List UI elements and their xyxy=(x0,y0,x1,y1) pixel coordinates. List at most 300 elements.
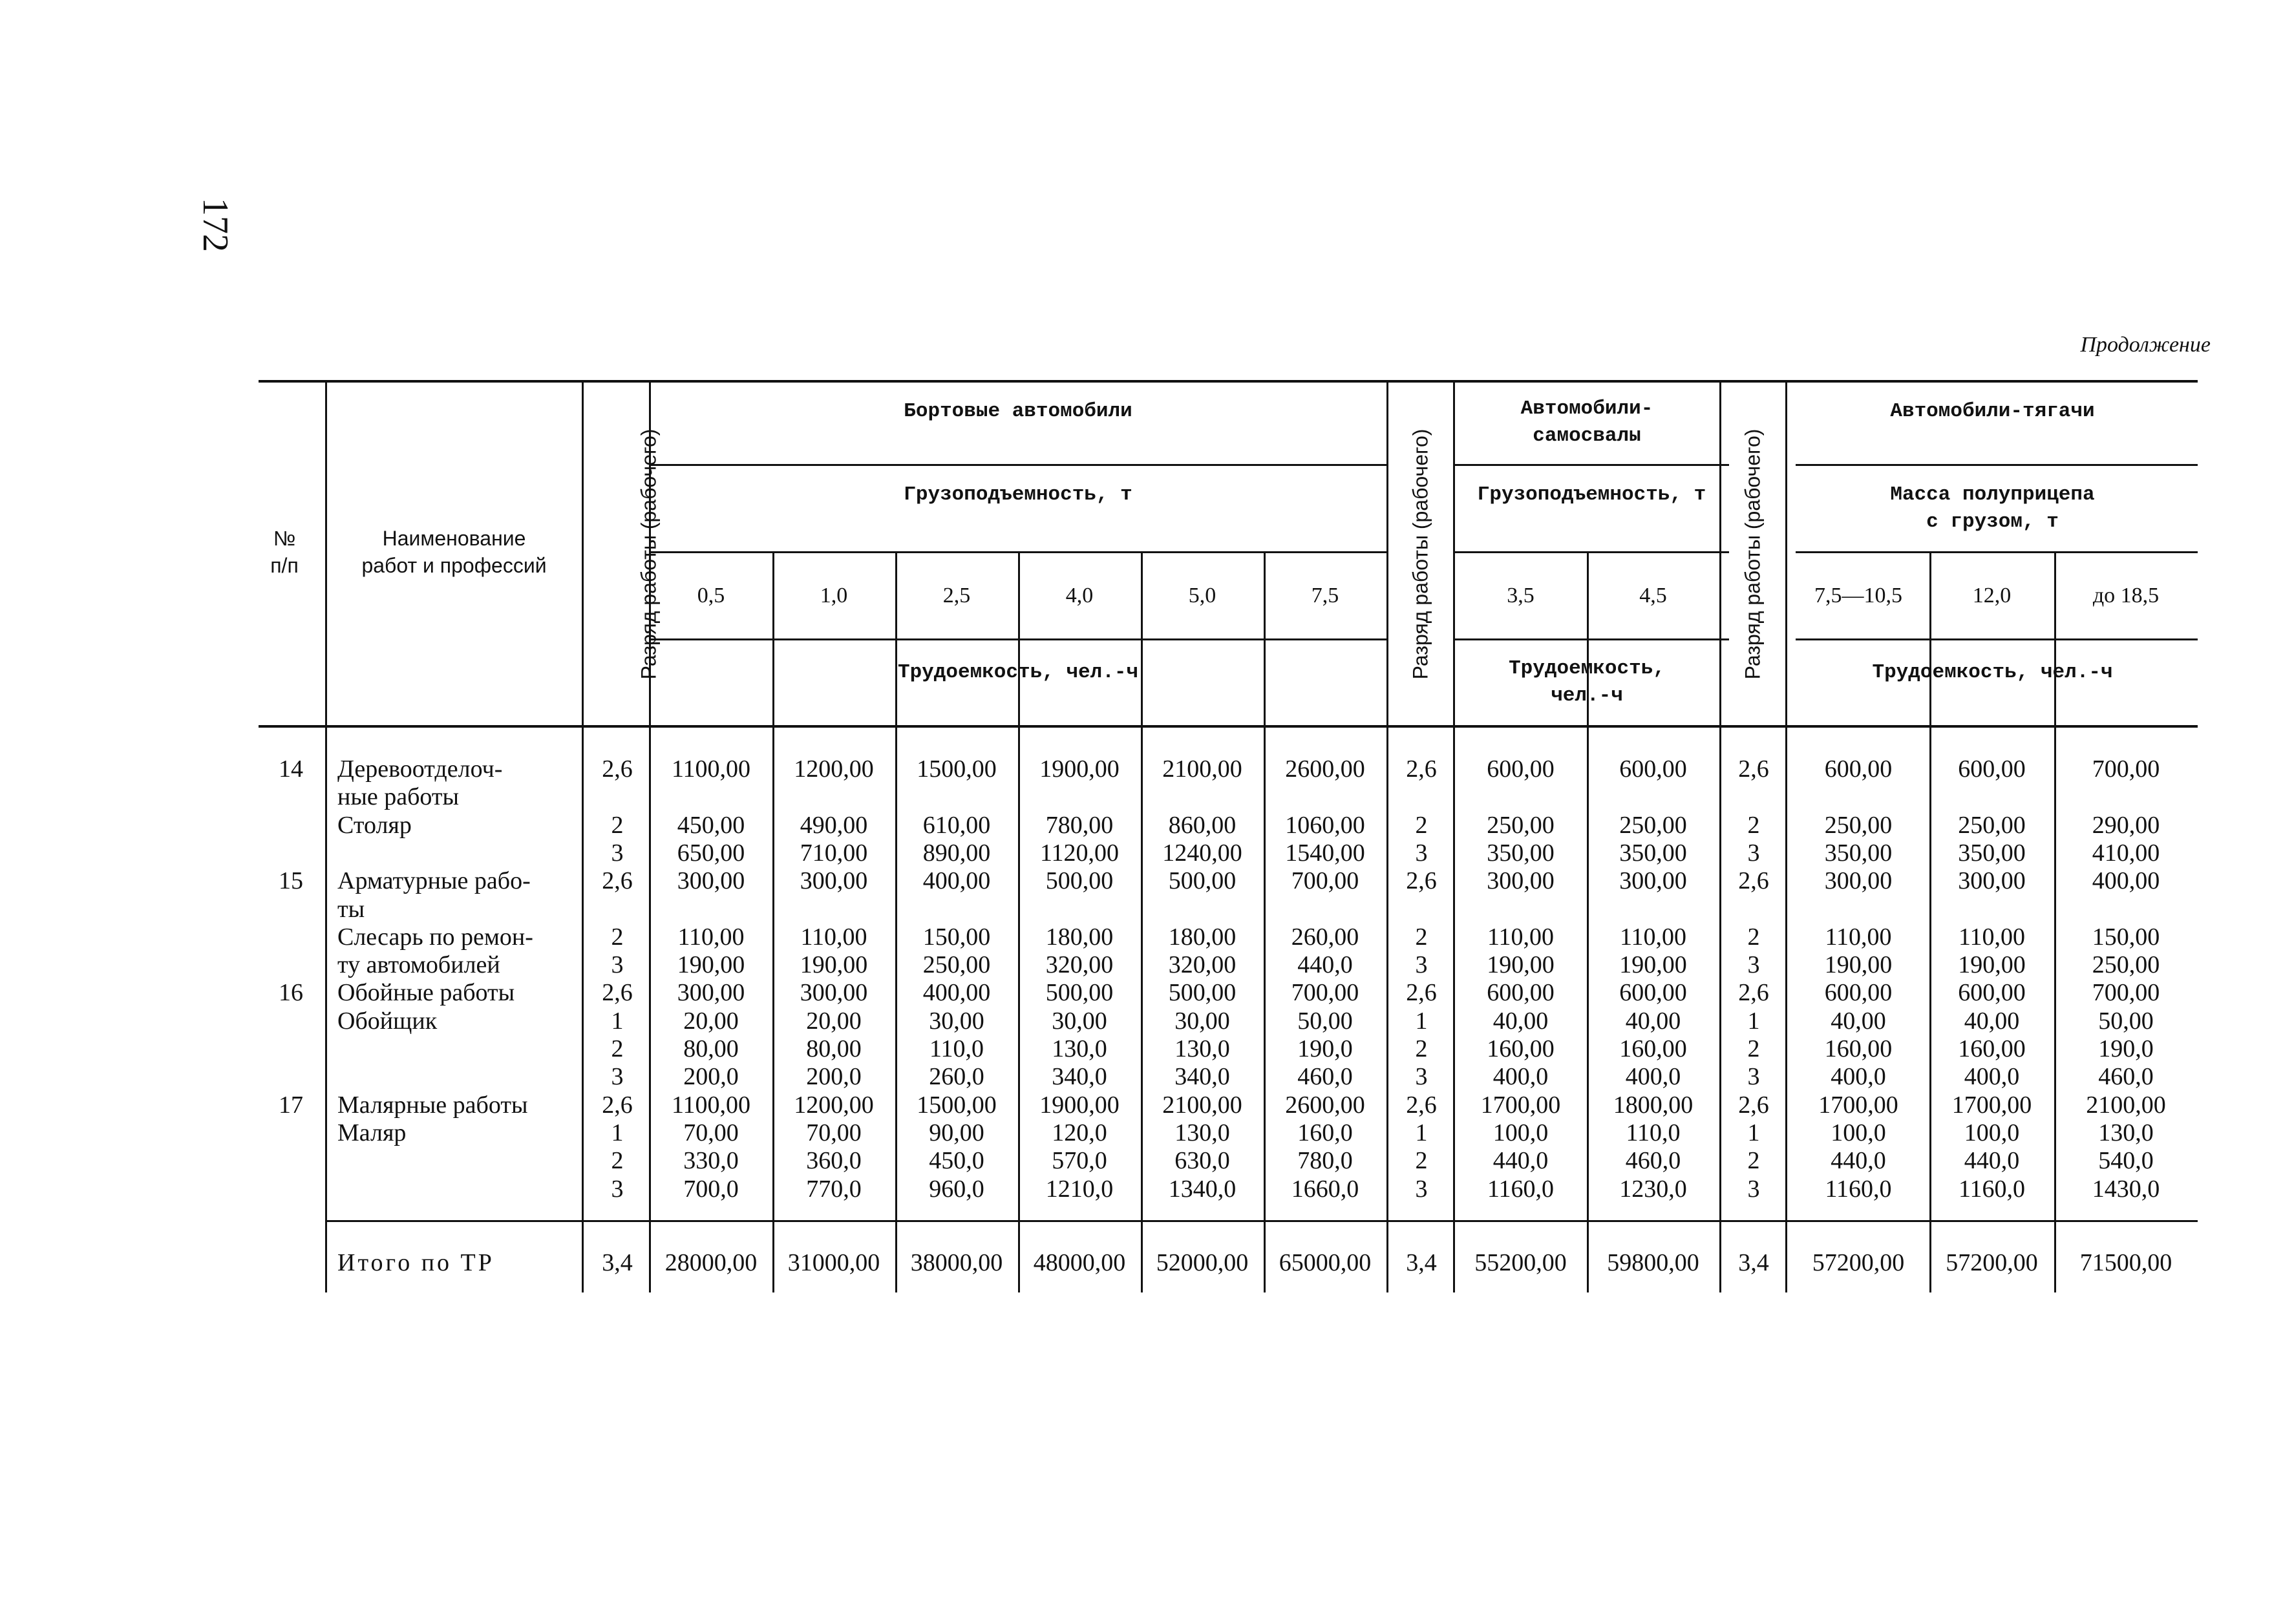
labor-bort-3: 400,00 xyxy=(922,979,991,1006)
labor-bort-4: 1210,0 xyxy=(1045,1176,1114,1203)
grade-bort: 2,6 xyxy=(602,755,633,783)
labor-tractor-2: 40,00 xyxy=(1964,1007,2020,1035)
header-bottom-rule xyxy=(259,725,2198,728)
labor-tractor-3: 250,00 xyxy=(2092,951,2160,978)
labor-dump-2: 460,0 xyxy=(1625,1147,1681,1174)
labor-bort-5: 130,0 xyxy=(1174,1035,1230,1062)
labor-bort-5 xyxy=(1141,783,1264,811)
table-row xyxy=(0,839,2283,867)
group-bort-title: Бортовые автомобили xyxy=(904,400,1132,423)
grade-bort: 1 xyxy=(611,1007,624,1035)
labor-dump-1: 110,00 xyxy=(1487,923,1555,951)
labor-dump-1: 40,00 xyxy=(1492,1007,1549,1035)
grade-tractor xyxy=(1722,783,1785,811)
grade-dump: 2,6 xyxy=(1406,1091,1437,1119)
grade-bort: 1 xyxy=(611,1119,624,1146)
labor-bort-6: 2600,00 xyxy=(1285,1091,1365,1119)
labor-bort-5: 630,0 xyxy=(1174,1147,1230,1174)
labor-dump-2: 600,00 xyxy=(1619,755,1687,783)
labor-bort-1: 200,0 xyxy=(683,1063,739,1090)
grade-bort xyxy=(586,783,649,811)
labor-bort-1: 1100,00 xyxy=(671,1091,751,1119)
col-dump-1: 3,5 xyxy=(1507,584,1534,607)
labor-tractor-2: 100,0 xyxy=(1964,1119,2020,1146)
grade-tractor: 3,4 xyxy=(1738,1249,1769,1276)
col-bort-6: 7,5 xyxy=(1311,584,1339,607)
table-row xyxy=(0,1007,2283,1035)
labor-tractor-3: 410,00 xyxy=(2092,839,2160,867)
row-number xyxy=(259,1175,323,1203)
labor-dump-1: 600,00 xyxy=(1487,979,1555,1006)
labor-dump-1: 440,0 xyxy=(1492,1147,1549,1174)
labor-bort-3: 260,0 xyxy=(929,1063,984,1090)
grade-dump: 2,6 xyxy=(1406,979,1437,1006)
labor-bort-6: 160,0 xyxy=(1297,1119,1353,1146)
grade-bort: 3 xyxy=(611,1063,624,1090)
labor-tractor-2: 600,00 xyxy=(1958,755,2026,783)
labor-tractor-2: 190,00 xyxy=(1958,951,2026,978)
labor-bort-2: 190,00 xyxy=(800,951,868,978)
labor-dump-2: 190,00 xyxy=(1619,951,1687,978)
labor-tractor-1: 100,0 xyxy=(1831,1119,1886,1146)
labor-tractor-1 xyxy=(1787,783,1929,811)
grade-bort: 2 xyxy=(611,1035,624,1062)
grade-bort: 2 xyxy=(611,1147,624,1174)
labor-bort-4: 30,00 xyxy=(1052,1007,1107,1035)
work-name xyxy=(337,1035,582,1063)
labor-tractor-3 xyxy=(2054,895,2198,923)
col-tractor-1: 7,5—10,5 xyxy=(1814,584,1902,607)
labor-tractor-3: 700,00 xyxy=(2092,755,2160,783)
labor-bort-2: 200,0 xyxy=(806,1063,862,1090)
labor-dump-1: 400,0 xyxy=(1492,1063,1549,1090)
grade-bort: 3 xyxy=(611,951,624,978)
grade-tractor: 2 xyxy=(1747,923,1760,951)
labor-tractor-2: 57200,00 xyxy=(1946,1249,2038,1276)
labor-dump-1: 1160,0 xyxy=(1487,1176,1555,1203)
labor-bort-1: 650,00 xyxy=(677,839,745,867)
labor-bort-2: 70,00 xyxy=(806,1119,862,1146)
labor-bort-5: 2100,00 xyxy=(1162,1091,1242,1119)
labor-bort-6: 50,00 xyxy=(1297,1007,1353,1035)
labor-bort-3: 250,00 xyxy=(922,951,991,978)
work-name: Малярные работы xyxy=(337,1091,528,1119)
labor-bort-1: 80,00 xyxy=(683,1035,739,1062)
labor-bort-2 xyxy=(772,895,895,923)
labor-bort-3: 1500,00 xyxy=(917,755,997,783)
grade-tractor: 2 xyxy=(1747,1147,1760,1174)
grade-bort: 2 xyxy=(611,923,624,951)
labor-dump-2: 600,00 xyxy=(1619,979,1687,1006)
row-number xyxy=(259,895,323,923)
labor-bort-3 xyxy=(895,895,1018,923)
labor-dump-1: 1700,00 xyxy=(1480,1091,1561,1119)
grade-tractor: 2,6 xyxy=(1738,979,1769,1006)
labor-bort-1: 190,00 xyxy=(677,951,745,978)
labor-tractor-1: 190,00 xyxy=(1824,951,1893,978)
group-bort-labor: Трудоемкость, чел.-ч xyxy=(897,661,1139,684)
labor-tractor-3: 290,00 xyxy=(2092,812,2160,839)
work-name: ные работы xyxy=(337,783,460,810)
grade-dump: 2 xyxy=(1415,1035,1428,1062)
labor-dump-2: 110,0 xyxy=(1626,1119,1681,1146)
work-name: Обойщик xyxy=(337,1007,438,1035)
col-tractor-3: до 18,5 xyxy=(2092,584,2160,607)
labor-bort-3: 90,00 xyxy=(929,1119,984,1146)
labor-bort-2: 300,00 xyxy=(800,979,868,1006)
labor-bort-1: 300,00 xyxy=(677,867,745,894)
labor-bort-3: 960,0 xyxy=(929,1176,984,1203)
table-row xyxy=(0,1119,2283,1147)
row-number: 17 xyxy=(279,1091,303,1119)
col-dump-2: 4,5 xyxy=(1639,584,1667,607)
labor-bort-6 xyxy=(1264,783,1386,811)
labor-bort-4: 340,0 xyxy=(1052,1063,1107,1090)
grade-tractor: 3 xyxy=(1747,951,1760,978)
labor-bort-4: 1900,00 xyxy=(1039,755,1120,783)
labor-bort-2: 360,0 xyxy=(806,1147,862,1174)
labor-dump-1: 350,00 xyxy=(1487,839,1555,867)
labor-bort-5: 30,00 xyxy=(1174,1007,1230,1035)
row-number xyxy=(259,1146,323,1175)
labor-tractor-2: 600,00 xyxy=(1958,979,2026,1006)
labor-bort-2: 490,00 xyxy=(800,812,868,839)
grade-tractor: 1 xyxy=(1747,1119,1760,1146)
labor-bort-3: 38000,00 xyxy=(910,1249,1003,1276)
col-bort-5: 5,0 xyxy=(1188,584,1216,607)
table-row xyxy=(0,811,2283,839)
labor-bort-6: 65000,00 xyxy=(1279,1249,1372,1276)
labor-tractor-2: 110,00 xyxy=(1958,923,2026,951)
labor-bort-1: 20,00 xyxy=(683,1007,739,1035)
grade-tractor: 1 xyxy=(1747,1007,1760,1035)
grade-tractor: 2 xyxy=(1747,1035,1760,1062)
continuation-label: Продолжение xyxy=(2080,333,2211,357)
header-grade-3: Разряд работы (рабочего) xyxy=(1741,428,1765,679)
labor-dump-1 xyxy=(1454,783,1587,811)
grade-bort: 3,4 xyxy=(602,1249,633,1276)
labor-tractor-3: 540,0 xyxy=(2098,1147,2154,1174)
labor-tractor-3: 150,00 xyxy=(2092,923,2160,951)
labor-bort-4: 180,00 xyxy=(1045,923,1114,951)
header-grade-1: Разряд работы (рабочего) xyxy=(637,428,661,679)
labor-dump-1 xyxy=(1454,895,1587,923)
labor-dump-2: 40,00 xyxy=(1625,1007,1681,1035)
labor-bort-4: 1120,00 xyxy=(1039,839,1120,867)
labor-tractor-3: 50,00 xyxy=(2098,1007,2154,1035)
labor-bort-4: 120,0 xyxy=(1052,1119,1107,1146)
labor-tractor-1: 600,00 xyxy=(1824,755,1893,783)
grade-bort: 2,6 xyxy=(602,979,633,1006)
grade-tractor xyxy=(1722,895,1785,923)
labor-bort-1 xyxy=(650,895,772,923)
labor-bort-5: 860,00 xyxy=(1168,812,1237,839)
grade-dump xyxy=(1390,783,1453,811)
labor-tractor-3: 400,00 xyxy=(2092,867,2160,894)
labor-bort-6: 700,00 xyxy=(1291,867,1359,894)
labor-tractor-2 xyxy=(1929,783,2054,811)
row-number: 15 xyxy=(279,867,303,894)
table-row xyxy=(0,923,2283,951)
labor-tractor-1: 440,0 xyxy=(1831,1147,1886,1174)
grade-dump: 2 xyxy=(1415,923,1428,951)
labor-bort-4 xyxy=(1018,895,1141,923)
grade-dump: 2,6 xyxy=(1406,867,1437,894)
col-bort-3: 2,5 xyxy=(942,584,971,607)
table-row xyxy=(0,1175,2283,1203)
col-tractor-2: 12,0 xyxy=(1972,584,2012,607)
row-number xyxy=(259,839,323,867)
group-dump-subtitle: Грузоподъемность, т xyxy=(1477,483,1706,507)
group-dump-labor: Трудоемкость, чел.-ч xyxy=(1509,657,1665,707)
labor-dump-1: 100,0 xyxy=(1492,1119,1549,1146)
grade-tractor: 2,6 xyxy=(1738,755,1769,783)
work-name xyxy=(337,1146,582,1175)
header-num: № п/п xyxy=(270,527,299,577)
table-row xyxy=(0,1146,2283,1175)
labor-tractor-1: 1700,00 xyxy=(1818,1091,1898,1119)
labor-bort-3: 1500,00 xyxy=(917,1091,997,1119)
labor-dump-2: 1800,00 xyxy=(1613,1091,1694,1119)
total-rule xyxy=(326,1220,2198,1222)
labor-tractor-1: 400,0 xyxy=(1831,1063,1886,1090)
labor-tractor-2: 1700,00 xyxy=(1951,1091,2032,1119)
grade-bort: 2,6 xyxy=(602,1091,633,1119)
labor-bort-5: 500,00 xyxy=(1168,979,1237,1006)
labor-tractor-2: 250,00 xyxy=(1958,812,2026,839)
labor-bort-3: 110,0 xyxy=(929,1035,984,1062)
grade-dump: 1 xyxy=(1415,1119,1428,1146)
labor-bort-1 xyxy=(650,783,772,811)
labor-bort-6: 260,00 xyxy=(1291,923,1359,951)
grade-dump: 3 xyxy=(1415,1063,1428,1090)
labor-tractor-1: 110,00 xyxy=(1825,923,1892,951)
grade-tractor: 3 xyxy=(1747,1063,1760,1090)
labor-bort-5: 1240,00 xyxy=(1162,839,1242,867)
labor-bort-2: 300,00 xyxy=(800,867,868,894)
labor-tractor-2: 160,00 xyxy=(1958,1035,2026,1062)
labor-tractor-1: 300,00 xyxy=(1824,867,1893,894)
labor-tractor-1: 40,00 xyxy=(1831,1007,1886,1035)
labor-dump-1: 55200,00 xyxy=(1474,1249,1567,1276)
labor-dump-2 xyxy=(1587,895,1719,923)
row-number xyxy=(259,811,323,839)
labor-bort-1: 300,00 xyxy=(677,979,745,1006)
grade-tractor: 2 xyxy=(1747,812,1760,839)
row-number xyxy=(259,923,323,951)
group-bort-subtitle: Грузоподъемность, т xyxy=(904,483,1132,507)
labor-tractor-3 xyxy=(2054,783,2198,811)
labor-bort-5: 2100,00 xyxy=(1162,755,1242,783)
table-row xyxy=(0,1035,2283,1063)
labor-bort-1: 700,0 xyxy=(683,1176,739,1203)
labor-bort-6: 440,0 xyxy=(1297,951,1353,978)
grade-dump: 3 xyxy=(1415,839,1428,867)
labor-tractor-2: 350,00 xyxy=(1958,839,2026,867)
labor-bort-5: 340,0 xyxy=(1174,1063,1230,1090)
grade-dump: 2,6 xyxy=(1406,755,1437,783)
grade-tractor: 2,6 xyxy=(1738,1091,1769,1119)
group-dump-title: Автомобили- самосвалы xyxy=(1520,397,1653,447)
labor-bort-4: 500,00 xyxy=(1045,867,1114,894)
header-grade-2: Разряд работы (рабочего) xyxy=(1408,428,1432,679)
labor-bort-3: 890,00 xyxy=(922,839,991,867)
group-tractor-labor: Трудоемкость, чел.-ч xyxy=(1872,661,2113,684)
table-row xyxy=(0,867,2283,895)
labor-dump-1: 300,00 xyxy=(1487,867,1555,894)
labor-dump-2: 160,00 xyxy=(1619,1035,1687,1062)
labor-bort-4: 320,00 xyxy=(1045,951,1114,978)
labor-bort-2: 1200,00 xyxy=(794,755,874,783)
labor-bort-4: 1900,00 xyxy=(1039,1091,1120,1119)
grade-bort: 2 xyxy=(611,812,624,839)
labor-tractor-3: 190,0 xyxy=(2098,1035,2154,1062)
labor-bort-4: 570,0 xyxy=(1052,1147,1107,1174)
labor-bort-2: 710,00 xyxy=(800,839,868,867)
labor-tractor-2: 400,0 xyxy=(1964,1063,2020,1090)
labor-dump-2 xyxy=(1587,783,1719,811)
labor-tractor-2: 300,00 xyxy=(1958,867,2026,894)
work-name xyxy=(337,1062,582,1091)
labor-bort-2: 31000,00 xyxy=(787,1249,880,1276)
row-number xyxy=(259,1119,323,1147)
work-name: Столяр xyxy=(337,812,412,839)
labor-bort-1: 28000,00 xyxy=(664,1249,758,1276)
col-bort-1: 0,5 xyxy=(697,584,725,607)
labor-bort-6: 1060,00 xyxy=(1285,812,1365,839)
grade-bort: 3 xyxy=(611,839,624,867)
table-row xyxy=(0,895,2283,923)
work-name: ты xyxy=(337,896,365,923)
labor-dump-1: 160,00 xyxy=(1487,1035,1555,1062)
labor-tractor-2 xyxy=(1929,895,2054,923)
labor-dump-2: 59800,00 xyxy=(1607,1249,1699,1276)
total-row xyxy=(0,1249,2283,1277)
labor-bort-3: 610,00 xyxy=(922,812,991,839)
labor-bort-2: 80,00 xyxy=(806,1035,862,1062)
table-row xyxy=(0,1091,2283,1119)
labor-bort-4: 130,0 xyxy=(1052,1035,1107,1062)
row-number: 16 xyxy=(279,979,303,1006)
labor-dump-2: 1230,0 xyxy=(1619,1176,1687,1203)
labor-bort-3 xyxy=(895,783,1018,811)
row-number xyxy=(259,1007,323,1035)
labor-bort-1: 330,0 xyxy=(683,1147,739,1174)
grade-bort xyxy=(586,895,649,923)
grade-tractor: 3 xyxy=(1747,1176,1760,1203)
labor-bort-2: 20,00 xyxy=(806,1007,862,1035)
labor-tractor-2: 440,0 xyxy=(1964,1147,2020,1174)
header-name: Наименование работ и профессий xyxy=(361,527,547,577)
labor-bort-3: 30,00 xyxy=(929,1007,984,1035)
labor-tractor-3: 71500,00 xyxy=(2079,1249,2172,1276)
labor-bort-6: 1660,0 xyxy=(1291,1176,1359,1203)
labor-bort-5: 500,00 xyxy=(1168,867,1237,894)
grade-bort: 2,6 xyxy=(602,867,633,894)
labor-bort-6: 700,00 xyxy=(1291,979,1359,1006)
labor-bort-5 xyxy=(1141,895,1264,923)
labor-tractor-3: 700,00 xyxy=(2092,979,2160,1006)
work-name: Итого по ТР xyxy=(337,1249,494,1276)
labor-bort-6: 190,0 xyxy=(1297,1035,1353,1062)
labor-bort-1: 110,00 xyxy=(677,923,745,951)
labor-bort-1: 1100,00 xyxy=(671,755,751,783)
labor-bort-6: 780,0 xyxy=(1297,1147,1353,1174)
labor-tractor-3: 2100,00 xyxy=(2086,1091,2166,1119)
labor-dump-1: 600,00 xyxy=(1487,755,1555,783)
grade-dump: 3 xyxy=(1415,951,1428,978)
table-row xyxy=(0,951,2283,979)
table-row xyxy=(0,783,2283,811)
labor-tractor-3: 130,0 xyxy=(2098,1119,2154,1146)
work-name: ту автомобилей xyxy=(337,951,500,978)
labor-bort-2: 110,00 xyxy=(800,923,867,951)
labor-bort-5: 180,00 xyxy=(1168,923,1237,951)
labor-tractor-3: 460,0 xyxy=(2098,1063,2154,1090)
labor-tractor-1: 57200,00 xyxy=(1812,1249,1905,1276)
grade-dump: 2 xyxy=(1415,812,1428,839)
work-name: Арматурные рабо- xyxy=(337,867,531,894)
grade-tractor: 3 xyxy=(1747,839,1760,867)
grade-dump xyxy=(1390,895,1453,923)
work-name xyxy=(337,839,582,867)
labor-bort-5: 320,00 xyxy=(1168,951,1237,978)
labor-bort-6: 2600,00 xyxy=(1285,755,1365,783)
row-number xyxy=(259,1035,323,1063)
labor-tractor-2: 1160,0 xyxy=(1958,1176,2026,1203)
labor-tractor-1: 1160,0 xyxy=(1825,1176,1892,1203)
labor-tractor-1: 350,00 xyxy=(1824,839,1893,867)
labor-dump-2: 110,00 xyxy=(1619,923,1687,951)
labor-bort-2 xyxy=(772,783,895,811)
table-row xyxy=(0,755,2283,783)
labor-dump-2: 300,00 xyxy=(1619,867,1687,894)
row-number xyxy=(259,783,323,811)
grade-dump: 2 xyxy=(1415,1147,1428,1174)
grade-bort: 3 xyxy=(611,1176,624,1203)
work-name: Маляр xyxy=(337,1119,407,1146)
labor-bort-4: 780,00 xyxy=(1045,812,1114,839)
labor-bort-2: 1200,00 xyxy=(794,1091,874,1119)
labor-tractor-1 xyxy=(1787,895,1929,923)
work-name: Обойные работы xyxy=(337,979,515,1006)
labor-bort-5: 130,0 xyxy=(1174,1119,1230,1146)
col-bort-4: 4,0 xyxy=(1065,584,1094,607)
row-number xyxy=(259,1249,323,1277)
labor-bort-4 xyxy=(1018,783,1141,811)
grade-dump: 1 xyxy=(1415,1007,1428,1035)
labor-dump-1: 250,00 xyxy=(1487,812,1555,839)
row-number xyxy=(259,951,323,979)
work-name xyxy=(337,1175,582,1203)
labor-bort-1: 450,00 xyxy=(677,812,745,839)
page-number: 172 xyxy=(195,198,235,252)
labor-bort-2: 770,0 xyxy=(806,1176,862,1203)
labor-bort-5: 52000,00 xyxy=(1156,1249,1249,1276)
labor-bort-6 xyxy=(1264,895,1386,923)
row-number xyxy=(259,1062,323,1091)
labor-bort-3: 150,00 xyxy=(922,923,991,951)
labor-bort-3: 450,0 xyxy=(929,1147,984,1174)
table-row xyxy=(0,978,2283,1007)
labor-tractor-1: 160,00 xyxy=(1824,1035,1893,1062)
grade-dump: 3 xyxy=(1415,1176,1428,1203)
labor-tractor-1: 250,00 xyxy=(1824,812,1893,839)
labor-tractor-3: 1430,0 xyxy=(2092,1176,2160,1203)
labor-dump-2: 250,00 xyxy=(1619,812,1687,839)
labor-bort-6: 1540,00 xyxy=(1285,839,1365,867)
work-name: Деревоотделоч- xyxy=(337,755,503,783)
